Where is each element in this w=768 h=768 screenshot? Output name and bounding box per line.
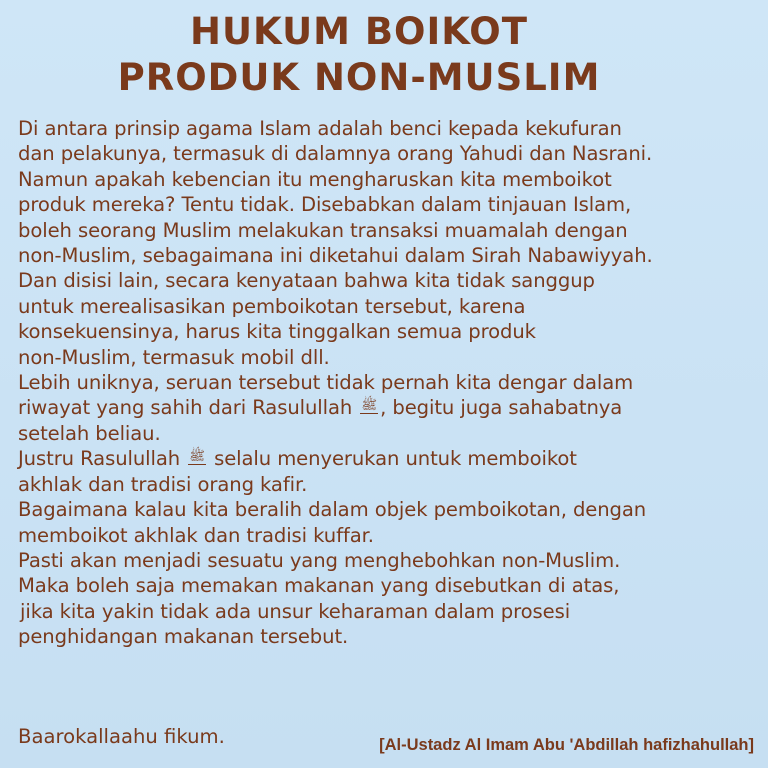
article-body	[18, 116, 758, 650]
salawat-icon: ﷺ	[189, 449, 205, 465]
body-line: Maka boleh saja memakan makanan yang disebutkan di atas,	[18, 574, 620, 598]
body-line: dan pelakunya, termasuk di dalamnya orang Yahudi dan Nasrani.	[18, 142, 653, 166]
salawat-icon: ﷺ	[361, 398, 378, 414]
body-line-with-salawat	[18, 446, 758, 471]
body-line-text: riwayat yang sahih dari Rasulullah	[18, 396, 353, 420]
body-line: Dan disisi lain, secara kenyataan bahwa kita tidak sanggup	[18, 269, 595, 293]
body-line-text: selalu menyerukan untuk memboikot	[214, 447, 577, 471]
body-line: konsekuensinya, harus kita tinggalkan semua produk	[18, 320, 536, 344]
body-line: Lebih uniknya, seruan tersebut tidak pernah kita dengar dalam	[18, 371, 634, 395]
body-line: Di antara prinsip agama Islam adalah benci kepada kekufuran	[18, 117, 622, 140]
body-line: setelah beliau.	[18, 421, 161, 445]
body-line: memboikot akhlak dan tradisi kuffar.	[18, 523, 374, 547]
body-line-text: Justru Rasulullah	[18, 447, 181, 471]
body-line-with-salawat	[18, 395, 758, 420]
body-line: Pasti akan menjadi sesuatu yang menghebohkan non-Muslim.	[18, 548, 621, 572]
body-line: non-Muslim, termasuk mobil dll.	[18, 345, 330, 369]
body-line: produk mereka? Tentu tidak. Disebabkan dalam tinjauan Islam,	[18, 193, 632, 217]
body-line: boleh seorang Muslim melakukan transaksi muamalah dengan	[18, 218, 628, 242]
body-line: penghidangan makanan tersebut.	[18, 625, 349, 649]
title-line-2: PRODUK NON-MUSLIM	[117, 56, 601, 99]
body-line: untuk merealisasikan pemboikotan tersebut, karena	[18, 294, 526, 318]
body-line: Bagaimana kalau kita beralih dalam objek pemboikotan, dengan	[18, 498, 647, 522]
body-line: akhlak dan tradisi orang kafir.	[18, 472, 308, 496]
closing-greeting: Baarokallaahu fikum.	[18, 725, 225, 748]
attribution: [Al-Ustadz Al Imam Abu 'Abdillah hafizhahullah]	[379, 736, 754, 754]
body-line: Namun apakah kebencian itu mengharuskan kita memboikot	[18, 167, 612, 191]
body-line: jika kita yakin tidak ada unsur keharaman dalam prosesi	[20, 599, 571, 623]
body-line: non-Muslim, sebagaimana ini diketahui dalam Sirah Nabawiyyah.	[18, 244, 653, 268]
title-line-1: HUKUM BOIKOT	[190, 10, 528, 53]
body-line-text: , begitu juga sahabatnya	[380, 396, 623, 420]
